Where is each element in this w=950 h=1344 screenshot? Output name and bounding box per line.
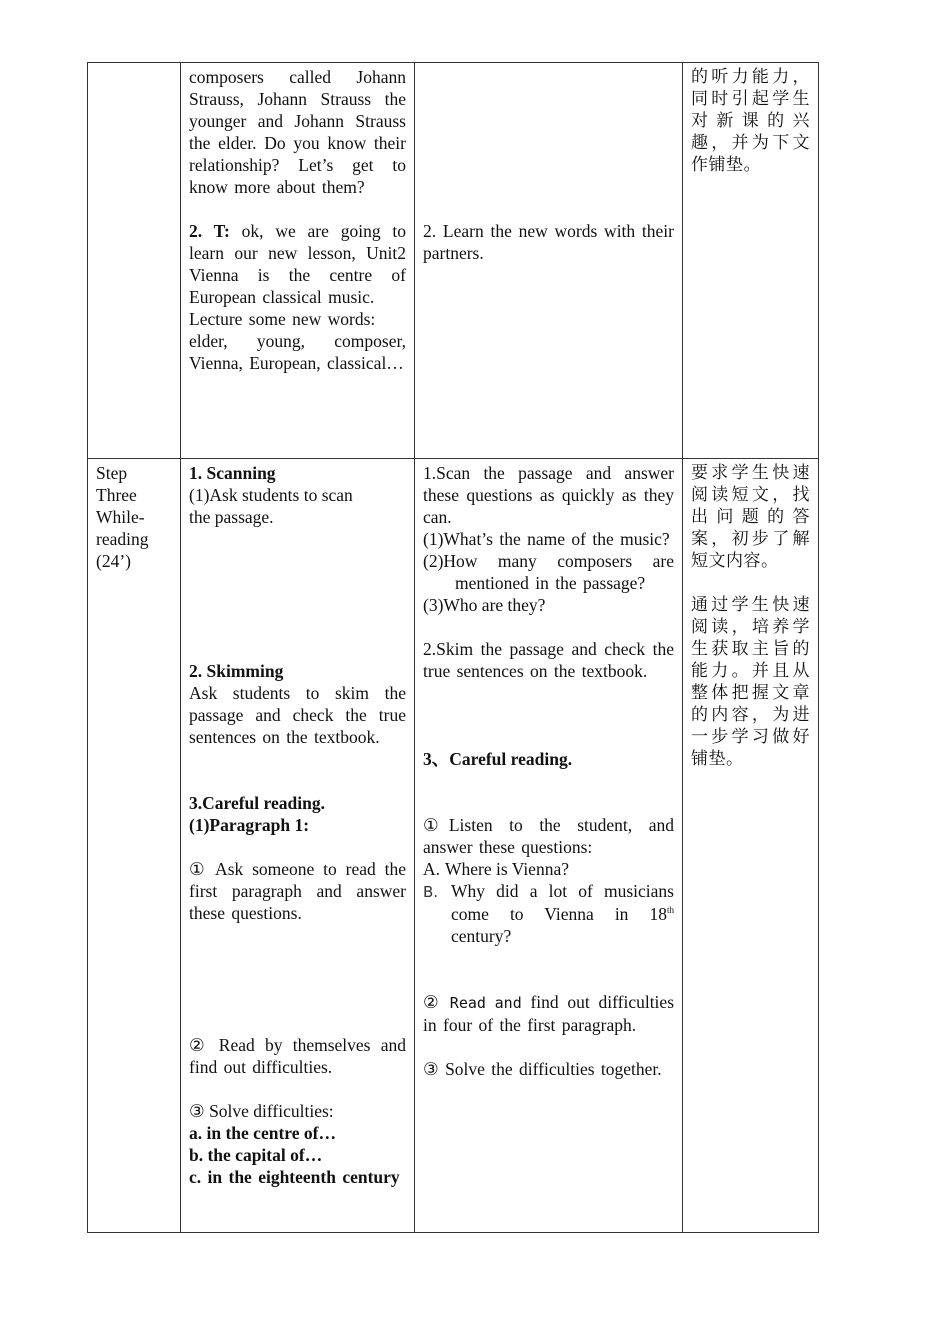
scanning-title: 1. Scanning — [189, 463, 276, 483]
scan-text: 1.Scan the passage and answer these questions as quickly as they can. — [423, 463, 674, 527]
learn-words-text: 2. Learn the new words with their partners. — [423, 221, 674, 263]
student-activity-cell — [415, 459, 683, 1233]
solve-together-text: ③ Solve the difficulties together. — [423, 1059, 662, 1079]
item-2-body: ok, we are going to learn our new lesson, Unit2 Vienna is the centre of European classical music. — [189, 221, 406, 307]
teacher-activity-cell — [181, 459, 415, 1233]
purpose-skim-text: 通过学生快速阅读，培养学生获取主旨的能力。并且从整体把握文章的内容，为进一步学习做好铺垫。 — [691, 595, 810, 769]
question-2: (2)How many composers are mentioned in the passage? — [423, 551, 674, 593]
item-2-text — [189, 220, 406, 308]
purpose-text: 的听力能力，同时引起学生对新课的兴趣，并为下文作铺垫。 — [691, 67, 810, 175]
question-b-end: century? — [451, 926, 512, 946]
stage-label: While- — [96, 507, 145, 527]
lecture-label: Lecture some new words: — [189, 309, 376, 329]
ask-text: ① Ask someone to read the first paragraph and answer these questions. — [189, 859, 406, 923]
step-cell — [88, 459, 181, 1233]
step-cell — [88, 63, 181, 459]
intro-text: composers called Johann Strauss, Johann Strauss the younger and Johann Strauss the elder. Do you know their relationship? Let’s get to know more about them? — [189, 67, 406, 197]
skim-text: 2.Skim the passage and check the true sentences on the textbook. — [423, 639, 674, 681]
table-row — [88, 63, 819, 459]
purpose-cell — [683, 63, 819, 459]
scanning-text-1: (1)Ask students to scan — [189, 485, 353, 505]
question-a-label: A. — [423, 859, 441, 879]
time-label: (24’) — [96, 551, 131, 571]
teacher-activity-cell — [181, 63, 415, 459]
purpose-cell — [683, 459, 819, 1233]
read-word: Read — [449, 994, 486, 1012]
stage-label-2: reading — [96, 529, 149, 549]
scanning-text-2: the passage. — [189, 507, 274, 527]
read-rest: find out difficulties in four of the first paragraph. — [423, 992, 674, 1035]
table-row — [88, 459, 819, 1233]
question-b — [423, 880, 674, 947]
item-2-label: 2. T: — [189, 221, 230, 241]
difficulty-a: a. in the centre of… — [189, 1123, 336, 1143]
question-b-label: B. — [423, 883, 439, 901]
paragraph-title: (1)Paragraph 1: — [189, 815, 310, 835]
skimming-title: 2. Skimming — [189, 661, 284, 681]
difficulty-b: b. the capital of… — [189, 1145, 323, 1165]
question-b-text: Why did a lot of musicians come to Vienna in 18 — [451, 881, 674, 924]
step-label: Step — [96, 463, 128, 483]
lesson-plan-table — [87, 62, 819, 1233]
careful-reading-title: 3.Careful reading. — [189, 793, 325, 813]
difficulty-c: c. in the eighteenth century — [189, 1167, 400, 1187]
skimming-text: Ask students to skim the passage and check the true sentences on the textbook. — [189, 683, 406, 747]
question-a — [423, 858, 674, 880]
purpose-scan-text: 要求学生快速阅读短文，找出问题的答案，初步了解短文内容。 — [691, 463, 810, 571]
listen-text: ①Listen to the student, and answer these questions: — [423, 815, 674, 857]
new-words-list: elder, young, composer, Vienna, European, classical… — [189, 331, 406, 373]
student-activity-cell — [415, 63, 683, 459]
and-word: and — [494, 994, 522, 1012]
circled-2: ② — [423, 992, 442, 1012]
read-find-text — [423, 991, 674, 1036]
step-number: Three — [96, 485, 137, 505]
question-a-text: Where is Vienna? — [445, 859, 569, 879]
question-3: (3)Who are they? — [423, 595, 546, 615]
solve-title: ③ Solve difficulties: — [189, 1101, 334, 1121]
question-1: (1)What’s the name of the music? — [423, 529, 670, 549]
superscript-th: th — [666, 905, 674, 916]
read-text: ② Read by themselves and find out difficulties. — [189, 1035, 406, 1077]
careful-reading-title: 3、Careful reading. — [423, 749, 573, 769]
